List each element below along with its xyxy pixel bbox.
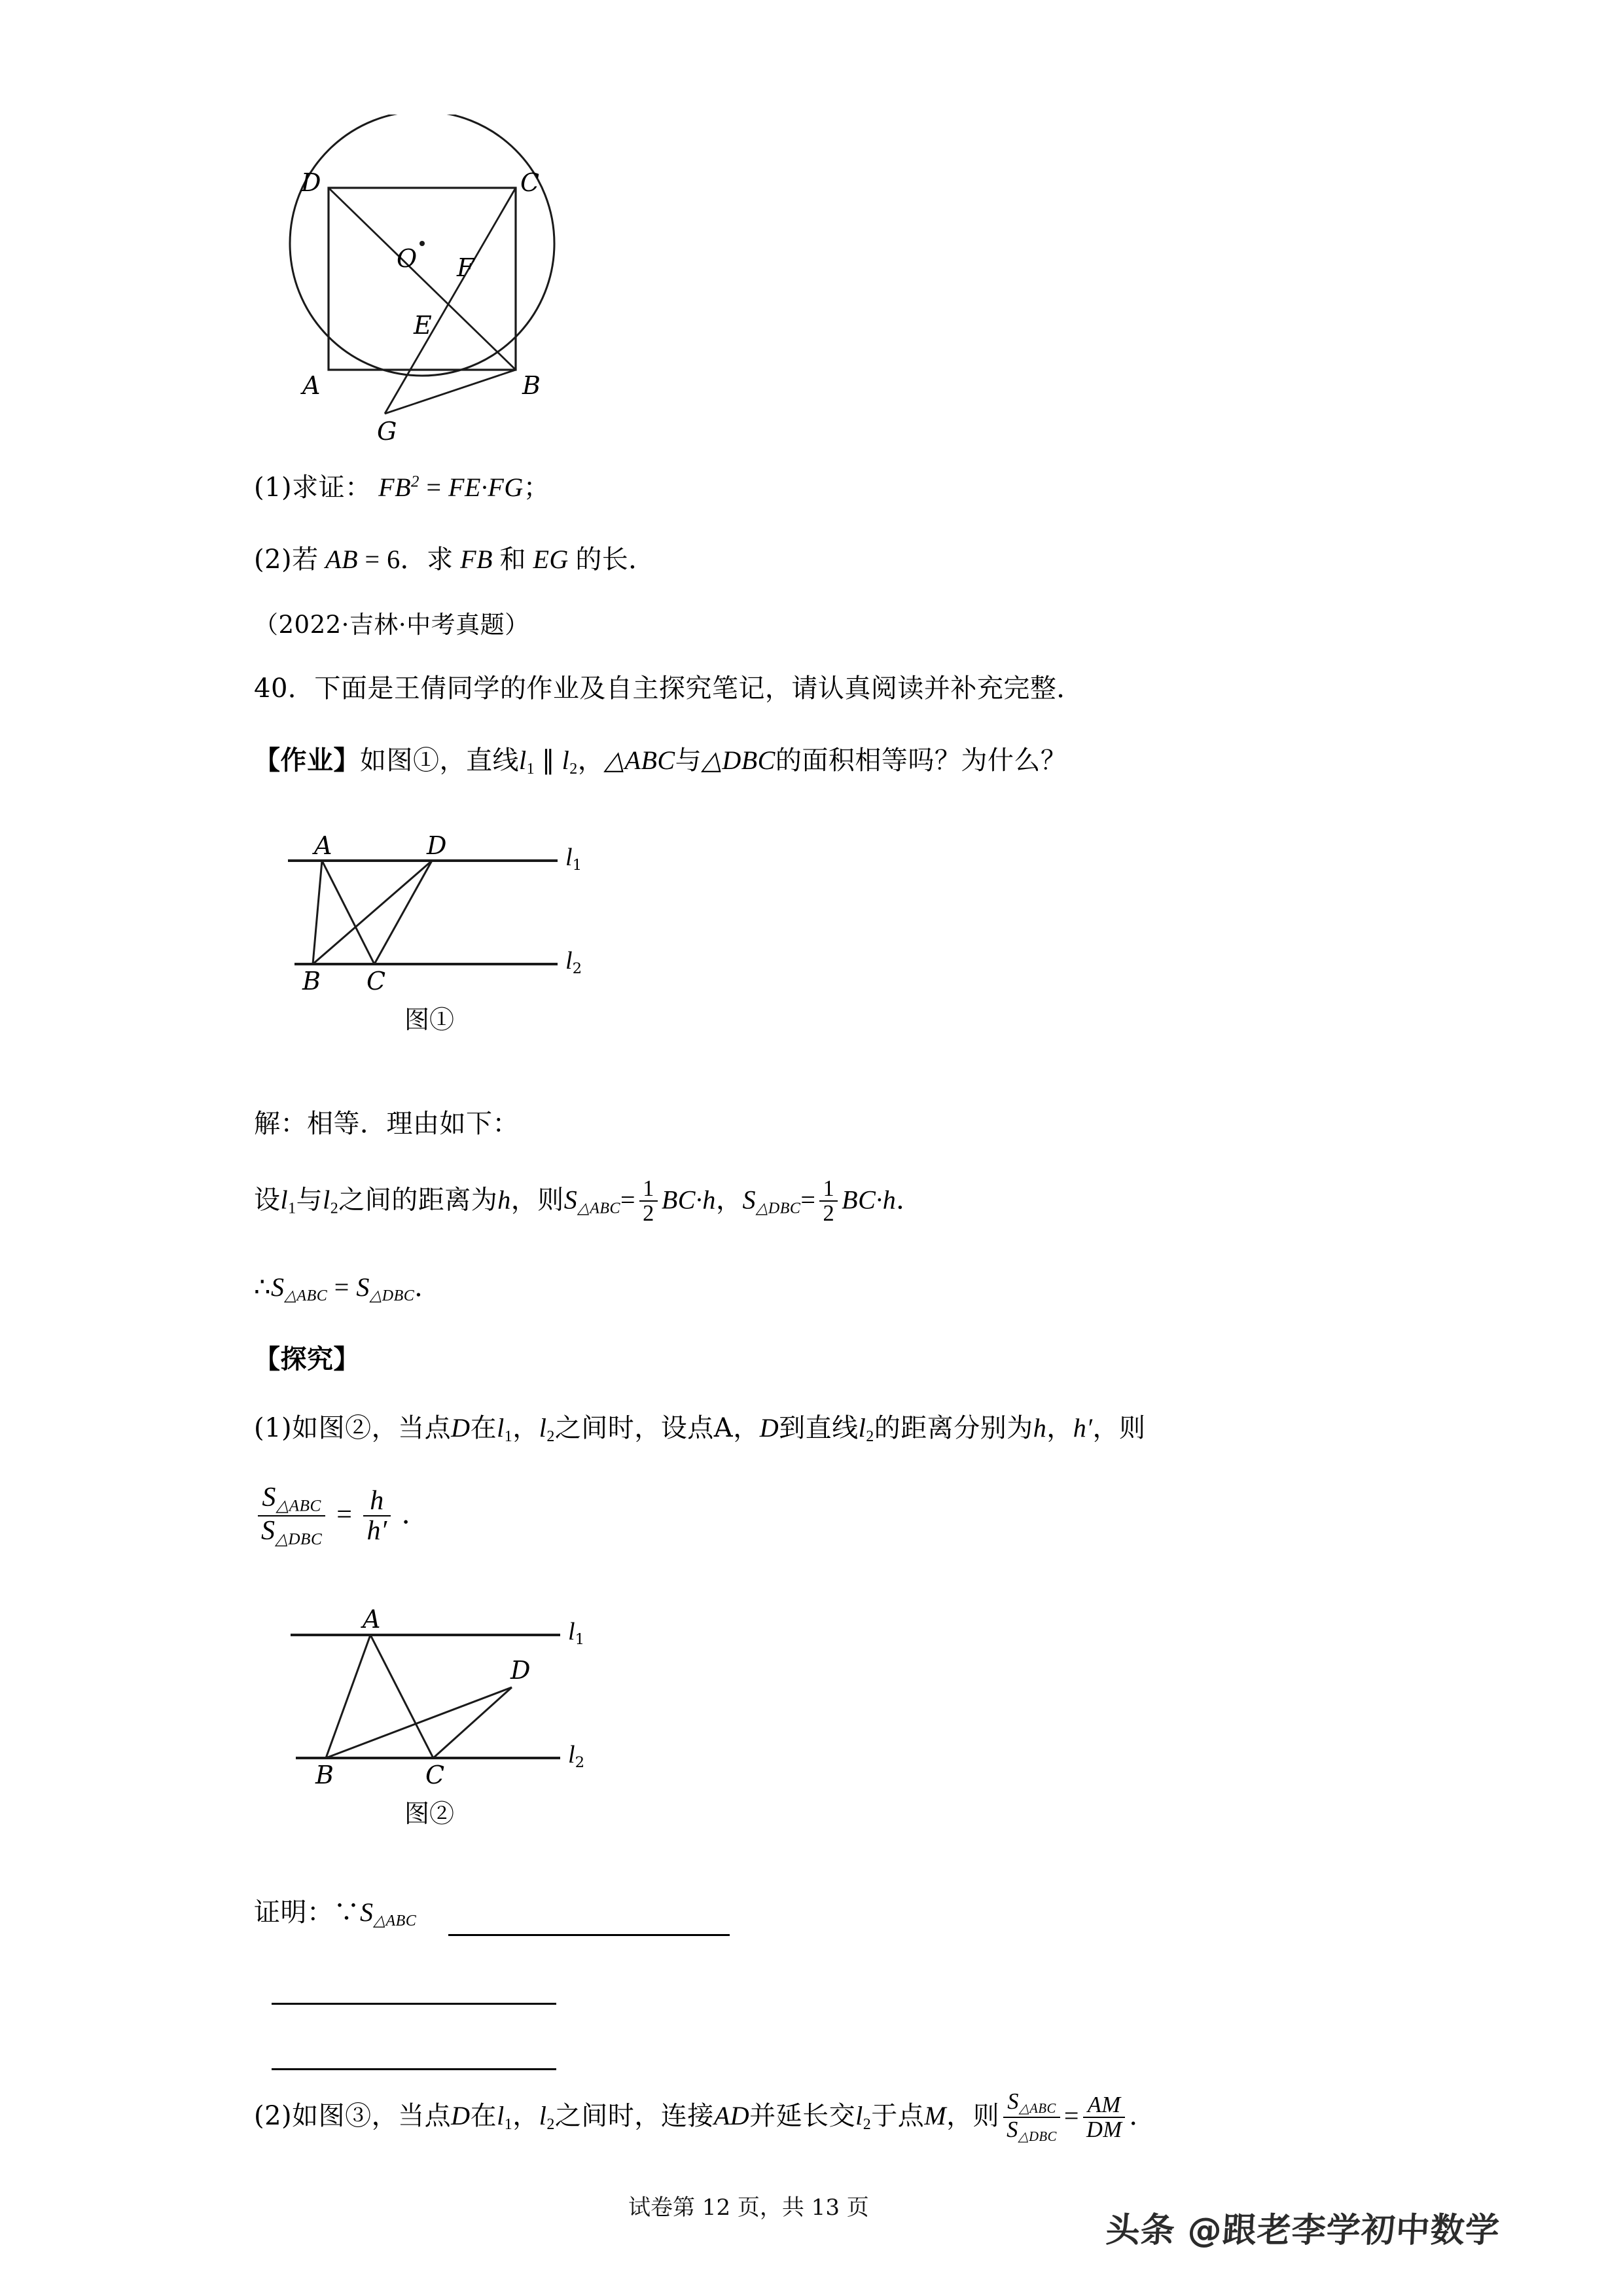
q39-part2-prefix: (2)若: [254, 545, 319, 575]
q40-homework-l1-sub: 1: [526, 761, 535, 778]
q40-homework-l2-sub: 2: [569, 761, 578, 778]
figure1-label-A: A: [302, 371, 321, 400]
q40-solution-S2: S: [742, 1185, 756, 1215]
q39-part1-exponent: 2: [411, 473, 419, 491]
figure3-label-D: D: [510, 1656, 531, 1685]
q40-explore2-line: [254, 2091, 1156, 2146]
figure3-l2-letter: l: [568, 1741, 575, 1768]
q40-homework-tag: 【作业】: [254, 745, 360, 776]
q40-ratio1-rnum: h: [370, 1485, 384, 1516]
q40-explore2-comma1: ，: [512, 2101, 539, 2132]
figure2-label-l1: [565, 842, 582, 874]
q39-part2: [254, 542, 655, 577]
q40-homework-text-d: 的面积相等吗？为什么？: [775, 745, 1067, 776]
q40-solution-half-2-den: 2: [819, 1200, 838, 1225]
q40-explore1-comma1: ，: [512, 1413, 539, 1443]
q40-ratio1-right-fraction: [363, 1486, 390, 1545]
q40-homework-triangle-abc: △ABC: [604, 745, 675, 775]
figure2-l2-letter: l: [565, 947, 573, 975]
answer-blank-2[interactable]: [272, 2003, 556, 2005]
figure1-label-O: O: [397, 244, 418, 273]
q40-explore2-den-sub: △DBC: [1018, 2130, 1057, 2145]
q40-conclusion-S2-sub: △DBC: [369, 1287, 415, 1305]
q40-explore1-mid-b: 之间时，设点A，: [554, 1413, 760, 1443]
q40-explore1-l2-sub: 2: [546, 1428, 555, 1446]
q40-explore2-l1: l: [497, 2101, 505, 2131]
q40-solution-expr2: BC·h: [842, 1185, 897, 1215]
q40-conclusion-S1-sub: △ABC: [284, 1287, 328, 1305]
q40-solution-expr1: BC·h: [661, 1185, 716, 1215]
q40-explore2-mid-c: 并延长交: [749, 2101, 856, 2132]
watermark-text: 头条 @跟老李学初中数学: [1105, 2211, 1501, 2250]
q40-solution-body-a: 设: [254, 1185, 281, 1215]
figure1-label-B: B: [522, 371, 541, 400]
q40-explore2-den: [1003, 2117, 1060, 2145]
q40-ratio1-den: [258, 1515, 325, 1549]
q40-ratio1-equals: =: [336, 1499, 353, 1530]
q40-explore2-l2b-sub: 2: [863, 2116, 872, 2134]
figure3-caption: 图②: [404, 1799, 455, 1828]
q40-solution-S2-sub: △DBC: [755, 1200, 801, 1217]
q40-solution-half-1-den: 2: [639, 1200, 658, 1225]
q40-homework-text-c: 与: [675, 745, 702, 776]
q40-solution-l2-sub: 2: [330, 1200, 339, 1217]
figure-parallel-lines-2: [275, 1590, 628, 1828]
q40-explore2-left-fraction: [1003, 2090, 1060, 2145]
figure-parallel-lines-1: [275, 821, 628, 1034]
q40-homework-text-a: 如图①，直线: [360, 745, 519, 776]
q40-solution-eq2: =: [800, 1185, 816, 1215]
q40-explore2-num-S: S: [1007, 2089, 1019, 2114]
figure3-l1-letter: l: [568, 1618, 575, 1645]
q40-ratio1-num-S: S: [262, 1482, 276, 1513]
q40-ratio1-num: [258, 1483, 325, 1515]
q40-homework-parallel-symbol: ∥: [541, 745, 556, 775]
q39-part2-given: AB: [325, 545, 359, 574]
q40-homework-line: [254, 743, 1067, 780]
q40-solution-period: ．: [896, 1185, 923, 1215]
figure1-label-G: G: [377, 417, 397, 446]
q40-solution-comma: ，: [715, 1185, 743, 1215]
q40-explore2-mid-d: 于点: [871, 2101, 925, 2132]
q40-ratio1-left-fraction: [258, 1483, 325, 1549]
q39-part2-conj: 和: [499, 545, 526, 575]
q40-proof-label: 证明：∵: [254, 1897, 360, 1928]
figure3-l2-subscript: 2: [575, 1753, 585, 1771]
q40-solution-l2: l: [323, 1185, 330, 1215]
q40-explore2-D: D: [451, 2101, 471, 2131]
q40-proof-S: S: [360, 1897, 374, 1927]
figure3-l1-subscript: 1: [575, 1630, 585, 1648]
answer-blank-1[interactable]: [448, 1934, 730, 1936]
q39-part2-seg1: FB: [460, 545, 493, 574]
q40-explore1-comma2: ，: [1046, 1413, 1073, 1443]
q40-explore1-D: D: [451, 1413, 471, 1443]
q40-explore-tag: 【探究】: [254, 1344, 360, 1374]
q40-explore2-l2-sub: 2: [546, 2116, 555, 2134]
q40-conclusion: [254, 1270, 441, 1307]
figure2-label-C: C: [366, 967, 386, 996]
q40-stem-text: 下面是王倩同学的作业及自主探究笔记，请认真阅读并补充完整．: [314, 673, 1083, 704]
q40-solution-body-c: 之间的距离为: [338, 1185, 498, 1215]
q39-part1-rhs: FE·FG: [448, 473, 524, 502]
q40-explore1-l2b: l: [858, 1413, 866, 1443]
figure2-l1-subscript: 1: [572, 856, 582, 874]
q40-proof-S-sub: △ABC: [373, 1912, 417, 1930]
figure1-label-C: C: [520, 168, 540, 197]
q39-part2-value: 6: [387, 545, 401, 574]
q40-explore1-h: h: [1033, 1413, 1047, 1443]
q40-explore2-right-fraction: [1083, 2093, 1125, 2142]
q40-explore2-l2b: l: [855, 2101, 863, 2131]
q39-part1-lhs: FB: [378, 473, 412, 502]
q39-part2-equals: =: [365, 545, 380, 574]
q40-solution-body: [254, 1178, 923, 1227]
figure2-caption: 图①: [404, 1005, 455, 1034]
q40-explore1-mid-d: 的距离分别为: [874, 1413, 1033, 1443]
q40-solution-l1: l: [280, 1185, 289, 1215]
q39-source: （2022·吉林·中考真题）: [254, 611, 529, 639]
q40-explore1-suffix: ，则: [1092, 1413, 1146, 1443]
q40-explore2-suffix: ，则: [946, 2101, 1000, 2132]
figure3-label-A: A: [363, 1605, 381, 1634]
q40-ratio1-num-sub: △ABC: [276, 1497, 321, 1515]
q40-explore1-h-prime: h′: [1073, 1413, 1093, 1443]
q40-solution-head: 解：相等．理由如下：: [254, 1109, 519, 1139]
q40-solution-h: h: [497, 1185, 511, 1215]
q40-solution-body-d: ，则: [510, 1185, 564, 1215]
figure2-l2-subscript: 2: [572, 960, 582, 977]
q40-explore2-mid-a: 在: [470, 2101, 497, 2132]
q40-homework-l2: l: [562, 745, 570, 775]
q40-explore1-l1-sub: 1: [504, 1428, 513, 1446]
q40-explore1-line: [254, 1410, 1145, 1448]
q40-homework-l1: l: [519, 745, 527, 775]
q40-homework-triangle-dbc: △DBC: [702, 745, 776, 775]
q39-part1-prefix: (1)求证：: [254, 473, 372, 503]
q39-part2-seg2: EG: [533, 545, 569, 574]
q40-explore2-prefix: (2)如图③，当点: [254, 2101, 452, 2132]
figure-circumscribed-square-svg: [268, 115, 609, 455]
q40-explore1-l2b-sub: 2: [866, 1428, 874, 1446]
figure3-label-B: B: [315, 1761, 334, 1789]
q40-explore1-l2: l: [539, 1413, 547, 1443]
q40-ratio1-den-sub: △DBC: [275, 1530, 323, 1549]
q40-solution-body-b: 与: [296, 1185, 323, 1215]
q40-explore2-den-S: S: [1007, 2117, 1018, 2142]
q40-explore2-M: M: [924, 2101, 947, 2131]
q40-explore2-mid-b: 之间时，连接: [554, 2101, 714, 2132]
q40-conclusion-S2: S: [356, 1272, 370, 1302]
figure2-l1-letter: l: [565, 844, 573, 871]
q40-conclusion-S1: S: [270, 1272, 285, 1302]
q40-explore2-equals: =: [1063, 2101, 1079, 2131]
figure1-label-F: F: [457, 253, 474, 282]
figure3-label-C: C: [425, 1761, 445, 1789]
q40-solution-S1: S: [563, 1185, 578, 1215]
figure2-label-A: A: [314, 831, 332, 860]
q40-solution-half-2-num: 1: [823, 1176, 835, 1201]
q40-explore1-prefix: (1)如图②，当点: [254, 1413, 452, 1443]
q40-stem-line: [254, 671, 1083, 706]
q40-explore1-l1: l: [497, 1413, 505, 1443]
q40-explore2-AD: AD: [713, 2101, 750, 2131]
q40-conclusion-therefore-symbol: ∴: [254, 1272, 271, 1302]
q40-explore2-l2: l: [539, 2101, 547, 2131]
q39-part1-suffix: ；: [523, 473, 550, 503]
figure3-label-l1: [568, 1617, 584, 1648]
q39-part1-equals: =: [426, 473, 442, 502]
figure1-label-E: E: [414, 311, 432, 340]
figure2-label-B: B: [302, 967, 321, 996]
q39-part2-suffix: 的长．: [575, 545, 655, 575]
q40-explore2-rnum: AM: [1087, 2092, 1121, 2117]
q40-solution-half-1: [639, 1177, 658, 1225]
q40-explore1-D2: D: [759, 1413, 779, 1443]
q40-ratio1-rden: h′: [363, 1515, 390, 1545]
q40-ratio1-period: ．: [401, 1498, 430, 1530]
q40-solution-half-2: [819, 1177, 838, 1225]
q40-explore2-num-sub: △ABC: [1018, 2102, 1056, 2117]
answer-blank-3[interactable]: [272, 2068, 556, 2070]
q40-solution-S1-sub: △ABC: [577, 1200, 621, 1217]
q40-explore1-mid-c: 到直线: [779, 1413, 859, 1443]
q40-explore2-rden: DM: [1083, 2117, 1125, 2142]
q40-ratio1-den-S: S: [261, 1516, 276, 1546]
q40-explore2-period: ．: [1129, 2101, 1156, 2132]
q40-number: 40．: [254, 673, 315, 704]
q40-proof-line: [254, 1895, 416, 1932]
q40-explore2-l1-sub: 1: [504, 2116, 513, 2134]
q40-solution-half-1-num: 1: [643, 1176, 654, 1201]
q40-ratio1-formula: [254, 1484, 429, 1550]
q40-homework-text-b: ，: [577, 745, 605, 776]
figure3-label-l2: [568, 1740, 584, 1771]
figure2-label-D: D: [427, 831, 447, 860]
footer-page-number: 试卷第 12 页，共 13 页: [628, 2195, 869, 2221]
figure-circumscribed-square: [268, 115, 609, 455]
q40-solution-l1-sub: 1: [288, 1200, 296, 1217]
q40-solution-eq1: =: [620, 1185, 636, 1215]
q39-part2-mid: ．求: [400, 545, 454, 575]
figure1-label-D: D: [301, 168, 321, 197]
q40-explore2-num: [1003, 2090, 1060, 2117]
q39-part1: [254, 470, 550, 505]
q40-explore1-mid-a: 在: [470, 1413, 497, 1443]
q40-conclusion-equals: =: [334, 1272, 349, 1302]
q40-conclusion-period: ．: [414, 1272, 441, 1302]
figure2-label-l2: [565, 946, 582, 977]
